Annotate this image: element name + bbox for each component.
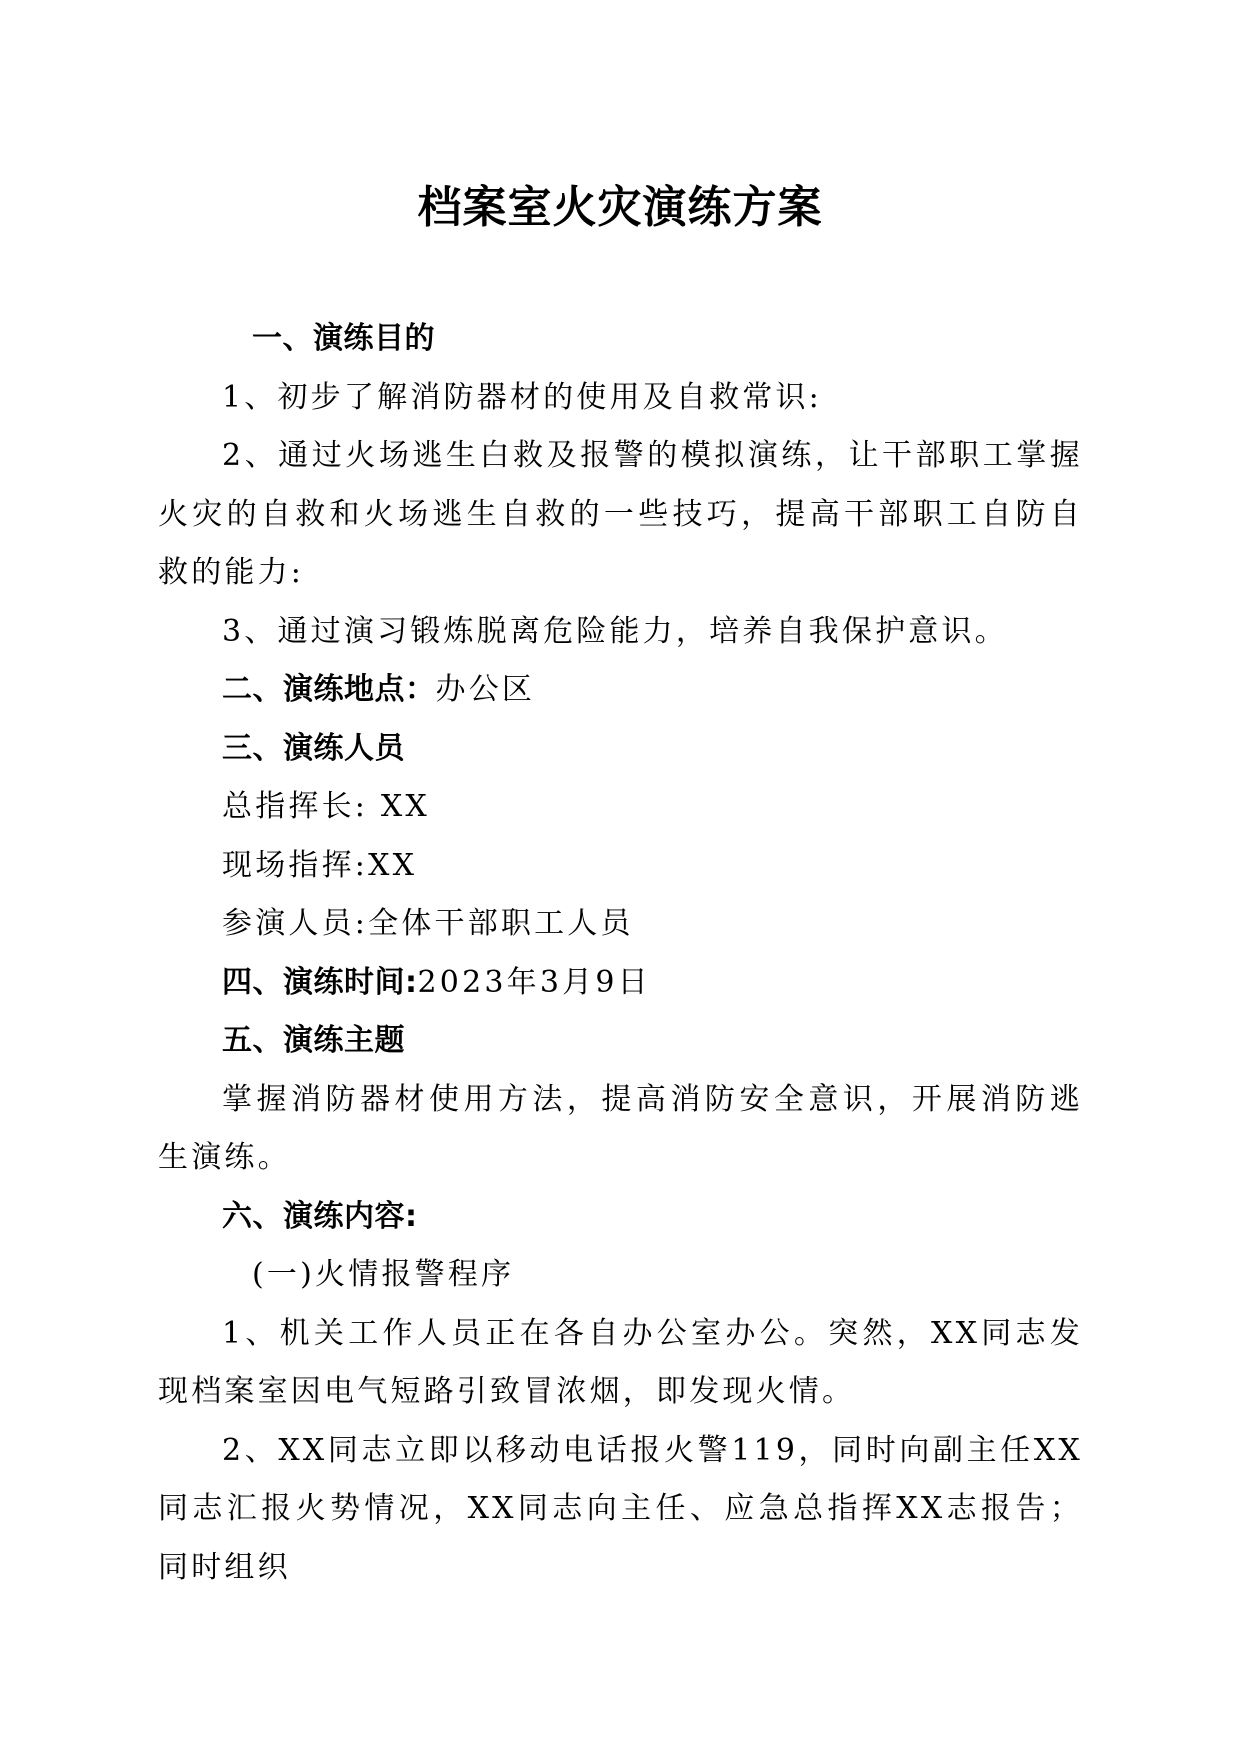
content-subheading: (一)火情报警程序 [252,1257,515,1292]
personnel-participants: 参演人员:全体干部职工人员 [222,906,634,941]
content-item-2: 2、XX同志立即以移动电话报火警119，同时向副主任XX同志汇报火势情况，XX同志向主任、应急总指挥XX志报告；同时组织 [158,1432,1083,1585]
document-title: 档案室火灾演练方案 [417,182,823,233]
section-heading-theme: 五、演练主题 [222,1023,405,1058]
personnel-commander: 总指挥长: XX [222,789,430,824]
theme-text: 掌握消防器材使用方法，提高消防安全意识，开展消防逃生演练。 [158,1081,1083,1175]
purpose-item-3: 3、通过演习锻炼脱离危险能力，培养自我保护意识。 [222,613,1008,649]
section-heading-purpose: 一、演练目的 [252,321,435,356]
section-location [158,661,1083,720]
purpose-item-2: 2、通过火场逃生白救及报警的模拟演练，让干部职工掌握火灾的自救和火场逃生自救的一些技巧，提高干部职工自防自救的能力: [158,438,1083,590]
section-heading-time: 四、演练时间: [222,964,418,1000]
purpose-item-1: 1、初步了解消防器材的使用及自救常识: [222,379,822,415]
section-heading-content: 六、演练内容: [222,1198,418,1234]
section-time [158,954,1083,1013]
time-value: 2023年3月9日 [417,964,651,1000]
document-body [158,310,1083,1597]
section-heading-personnel: 三、演练人员 [222,730,405,766]
section-heading-location: 二、演练地点： [222,672,436,707]
location-value: 办公区 [435,672,536,707]
personnel-site-commander: 现场指挥:XX [222,847,418,883]
content-item-1: 1、机关工作人员正在各自办公室办公。突然，XX同志发现档案室因电气短路引致冒浓烟，即发现火情。 [158,1315,1083,1409]
